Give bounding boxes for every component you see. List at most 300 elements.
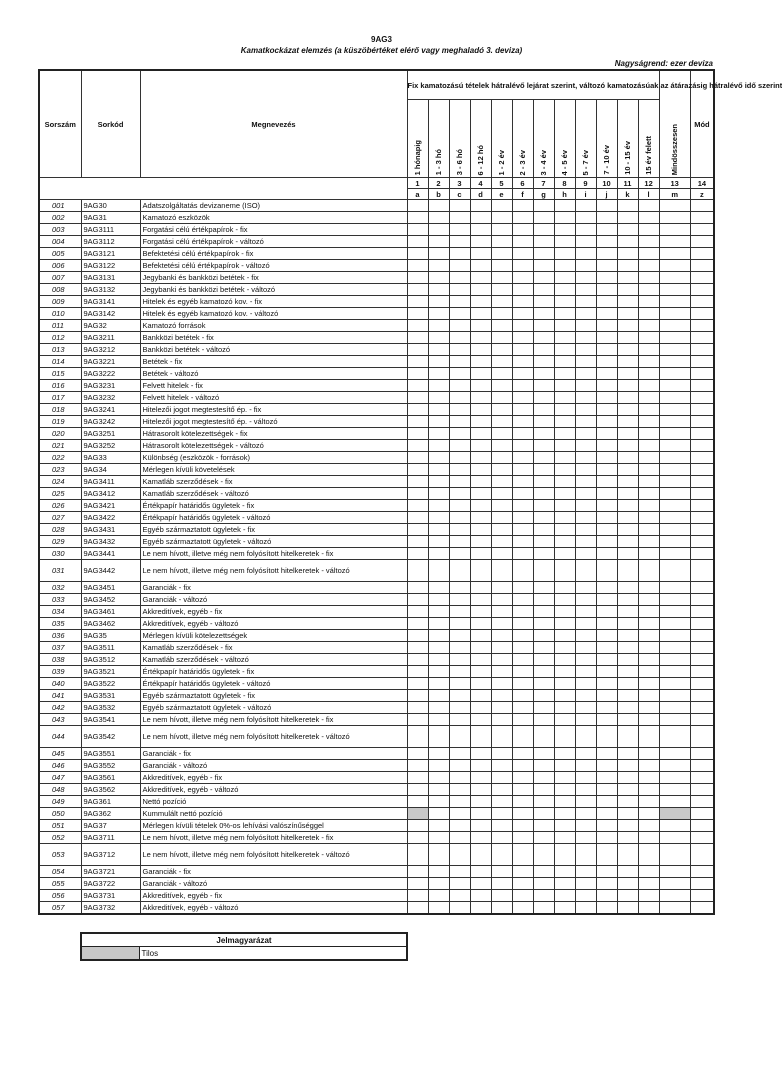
input-cell[interactable] <box>428 320 449 332</box>
input-cell[interactable] <box>512 404 533 416</box>
input-cell[interactable] <box>449 748 470 760</box>
input-cell[interactable] <box>596 260 617 272</box>
input-cell[interactable] <box>617 560 638 582</box>
input-cell[interactable] <box>554 260 575 272</box>
input-cell[interactable] <box>554 452 575 464</box>
input-cell[interactable] <box>470 248 491 260</box>
input-cell[interactable] <box>596 714 617 726</box>
input-cell[interactable] <box>638 332 659 344</box>
input-cell[interactable] <box>554 296 575 308</box>
input-cell[interactable] <box>690 878 714 890</box>
input-cell[interactable] <box>533 524 554 536</box>
input-cell[interactable] <box>533 308 554 320</box>
input-cell[interactable] <box>470 260 491 272</box>
input-cell[interactable] <box>449 890 470 902</box>
input-cell[interactable] <box>617 248 638 260</box>
input-cell[interactable] <box>638 464 659 476</box>
input-cell[interactable] <box>407 678 428 690</box>
input-cell[interactable] <box>638 714 659 726</box>
input-cell[interactable] <box>428 212 449 224</box>
input-cell[interactable] <box>659 796 690 808</box>
input-cell[interactable] <box>575 714 596 726</box>
input-cell[interactable] <box>690 284 714 296</box>
input-cell[interactable] <box>491 320 512 332</box>
input-cell[interactable] <box>659 248 690 260</box>
input-cell[interactable] <box>690 344 714 356</box>
input-cell[interactable] <box>428 380 449 392</box>
input-cell[interactable] <box>617 866 638 878</box>
input-cell[interactable] <box>407 548 428 560</box>
input-cell[interactable] <box>512 630 533 642</box>
input-cell[interactable] <box>512 500 533 512</box>
input-cell[interactable] <box>638 666 659 678</box>
input-cell[interactable] <box>491 714 512 726</box>
input-cell[interactable] <box>491 416 512 428</box>
input-cell[interactable] <box>638 760 659 772</box>
input-cell[interactable] <box>638 236 659 248</box>
input-cell[interactable] <box>428 878 449 890</box>
input-cell[interactable] <box>428 344 449 356</box>
input-cell[interactable] <box>638 416 659 428</box>
input-cell[interactable] <box>470 560 491 582</box>
input-cell[interactable] <box>428 284 449 296</box>
input-cell[interactable] <box>690 524 714 536</box>
input-cell[interactable] <box>428 796 449 808</box>
input-cell[interactable] <box>428 488 449 500</box>
input-cell[interactable] <box>638 308 659 320</box>
input-cell[interactable] <box>428 866 449 878</box>
input-cell[interactable] <box>533 332 554 344</box>
input-cell[interactable] <box>428 500 449 512</box>
input-cell[interactable] <box>596 428 617 440</box>
input-cell[interactable] <box>491 212 512 224</box>
input-cell[interactable] <box>491 476 512 488</box>
input-cell[interactable] <box>554 726 575 748</box>
input-cell[interactable] <box>617 726 638 748</box>
input-cell[interactable] <box>596 760 617 772</box>
input-cell[interactable] <box>512 536 533 548</box>
input-cell[interactable] <box>690 808 714 820</box>
input-cell[interactable] <box>690 560 714 582</box>
input-cell[interactable] <box>470 784 491 796</box>
input-cell[interactable] <box>449 332 470 344</box>
input-cell[interactable] <box>554 808 575 820</box>
input-cell[interactable] <box>449 224 470 236</box>
input-cell[interactable] <box>617 380 638 392</box>
input-cell[interactable] <box>690 642 714 654</box>
input-cell[interactable] <box>575 702 596 714</box>
input-cell[interactable] <box>428 606 449 618</box>
input-cell[interactable] <box>659 536 690 548</box>
input-cell[interactable] <box>407 890 428 902</box>
input-cell[interactable] <box>407 452 428 464</box>
input-cell[interactable] <box>533 702 554 714</box>
input-cell[interactable] <box>449 356 470 368</box>
input-cell[interactable] <box>470 416 491 428</box>
input-cell[interactable] <box>407 212 428 224</box>
input-cell[interactable] <box>690 356 714 368</box>
input-cell[interactable] <box>449 594 470 606</box>
input-cell[interactable] <box>449 582 470 594</box>
input-cell[interactable] <box>512 796 533 808</box>
input-cell[interactable] <box>690 332 714 344</box>
input-cell[interactable] <box>596 368 617 380</box>
input-cell[interactable] <box>533 630 554 642</box>
input-cell[interactable] <box>407 524 428 536</box>
input-cell[interactable] <box>554 464 575 476</box>
input-cell[interactable] <box>554 200 575 212</box>
input-cell[interactable] <box>596 380 617 392</box>
input-cell[interactable] <box>491 404 512 416</box>
input-cell[interactable] <box>554 440 575 452</box>
input-cell[interactable] <box>533 796 554 808</box>
input-cell[interactable] <box>554 380 575 392</box>
input-cell[interactable] <box>617 844 638 866</box>
input-cell[interactable] <box>428 356 449 368</box>
input-cell[interactable] <box>449 392 470 404</box>
input-cell[interactable] <box>690 416 714 428</box>
input-cell[interactable] <box>596 452 617 464</box>
input-cell[interactable] <box>575 666 596 678</box>
input-cell[interactable] <box>659 560 690 582</box>
input-cell[interactable] <box>617 344 638 356</box>
input-cell[interactable] <box>512 714 533 726</box>
input-cell[interactable] <box>554 308 575 320</box>
input-cell[interactable] <box>470 606 491 618</box>
input-cell[interactable] <box>533 248 554 260</box>
input-cell[interactable] <box>491 772 512 784</box>
input-cell[interactable] <box>690 690 714 702</box>
input-cell[interactable] <box>407 714 428 726</box>
input-cell[interactable] <box>554 392 575 404</box>
input-cell[interactable] <box>638 878 659 890</box>
input-cell[interactable] <box>659 416 690 428</box>
input-cell[interactable] <box>428 748 449 760</box>
input-cell[interactable] <box>407 772 428 784</box>
input-cell[interactable] <box>638 536 659 548</box>
input-cell[interactable] <box>690 464 714 476</box>
input-cell[interactable] <box>617 714 638 726</box>
input-cell[interactable] <box>512 808 533 820</box>
input-cell[interactable] <box>470 832 491 844</box>
input-cell[interactable] <box>617 200 638 212</box>
input-cell[interactable] <box>575 236 596 248</box>
input-cell[interactable] <box>690 760 714 772</box>
input-cell[interactable] <box>533 760 554 772</box>
input-cell[interactable] <box>554 690 575 702</box>
input-cell[interactable] <box>575 878 596 890</box>
input-cell[interactable] <box>596 796 617 808</box>
input-cell[interactable] <box>428 560 449 582</box>
input-cell[interactable] <box>512 308 533 320</box>
input-cell[interactable] <box>638 248 659 260</box>
input-cell[interactable] <box>533 666 554 678</box>
input-cell[interactable] <box>596 464 617 476</box>
input-cell[interactable] <box>575 272 596 284</box>
input-cell[interactable] <box>690 200 714 212</box>
input-cell[interactable] <box>449 524 470 536</box>
input-cell[interactable] <box>575 890 596 902</box>
input-cell[interactable] <box>575 368 596 380</box>
input-cell[interactable] <box>428 678 449 690</box>
input-cell[interactable] <box>596 820 617 832</box>
input-cell[interactable] <box>659 594 690 606</box>
input-cell[interactable] <box>575 548 596 560</box>
input-cell[interactable] <box>491 368 512 380</box>
input-cell[interactable] <box>575 606 596 618</box>
input-cell[interactable] <box>449 464 470 476</box>
input-cell[interactable] <box>512 832 533 844</box>
input-cell[interactable] <box>690 548 714 560</box>
input-cell[interactable] <box>554 404 575 416</box>
input-cell[interactable] <box>512 524 533 536</box>
input-cell[interactable] <box>491 392 512 404</box>
input-cell[interactable] <box>449 832 470 844</box>
input-cell[interactable] <box>659 548 690 560</box>
input-cell[interactable] <box>617 832 638 844</box>
input-cell[interactable] <box>512 272 533 284</box>
input-cell[interactable] <box>690 428 714 440</box>
input-cell[interactable] <box>638 560 659 582</box>
input-cell[interactable] <box>491 654 512 666</box>
input-cell[interactable] <box>491 808 512 820</box>
input-cell[interactable] <box>491 284 512 296</box>
input-cell[interactable] <box>690 512 714 524</box>
input-cell[interactable] <box>659 678 690 690</box>
input-cell[interactable] <box>690 654 714 666</box>
input-cell[interactable] <box>449 212 470 224</box>
input-cell[interactable] <box>638 606 659 618</box>
input-cell[interactable] <box>512 344 533 356</box>
input-cell[interactable] <box>533 440 554 452</box>
input-cell[interactable] <box>659 630 690 642</box>
input-cell[interactable] <box>596 416 617 428</box>
input-cell[interactable] <box>659 428 690 440</box>
input-cell[interactable] <box>470 380 491 392</box>
input-cell[interactable] <box>659 642 690 654</box>
input-cell[interactable] <box>449 784 470 796</box>
input-cell[interactable] <box>428 594 449 606</box>
input-cell[interactable] <box>470 344 491 356</box>
input-cell[interactable] <box>491 690 512 702</box>
input-cell[interactable] <box>554 560 575 582</box>
input-cell[interactable] <box>554 772 575 784</box>
input-cell[interactable] <box>596 642 617 654</box>
input-cell[interactable] <box>449 714 470 726</box>
input-cell[interactable] <box>617 878 638 890</box>
input-cell[interactable] <box>659 690 690 702</box>
input-cell[interactable] <box>428 690 449 702</box>
input-cell[interactable] <box>512 488 533 500</box>
input-cell[interactable] <box>533 678 554 690</box>
input-cell[interactable] <box>512 512 533 524</box>
input-cell[interactable] <box>575 784 596 796</box>
input-cell[interactable] <box>617 618 638 630</box>
input-cell[interactable] <box>596 832 617 844</box>
input-cell[interactable] <box>617 582 638 594</box>
input-cell[interactable] <box>575 630 596 642</box>
input-cell[interactable] <box>512 416 533 428</box>
input-cell[interactable] <box>512 606 533 618</box>
input-cell[interactable] <box>449 344 470 356</box>
input-cell[interactable] <box>575 428 596 440</box>
input-cell[interactable] <box>659 392 690 404</box>
input-cell[interactable] <box>690 452 714 464</box>
input-cell[interactable] <box>491 344 512 356</box>
input-cell[interactable] <box>533 296 554 308</box>
input-cell[interactable] <box>491 428 512 440</box>
input-cell[interactable] <box>638 356 659 368</box>
input-cell[interactable] <box>470 714 491 726</box>
input-cell[interactable] <box>575 748 596 760</box>
input-cell[interactable] <box>470 308 491 320</box>
input-cell[interactable] <box>596 666 617 678</box>
input-cell[interactable] <box>533 404 554 416</box>
input-cell[interactable] <box>617 512 638 524</box>
input-cell[interactable] <box>638 832 659 844</box>
input-cell[interactable] <box>470 296 491 308</box>
input-cell[interactable] <box>491 356 512 368</box>
input-cell[interactable] <box>659 308 690 320</box>
input-cell[interactable] <box>533 560 554 582</box>
input-cell[interactable] <box>407 428 428 440</box>
input-cell[interactable] <box>470 760 491 772</box>
input-cell[interactable] <box>470 630 491 642</box>
input-cell[interactable] <box>596 536 617 548</box>
input-cell[interactable] <box>533 832 554 844</box>
input-cell[interactable] <box>554 224 575 236</box>
input-cell[interactable] <box>449 272 470 284</box>
input-cell[interactable] <box>575 488 596 500</box>
input-cell[interactable] <box>659 272 690 284</box>
input-cell[interactable] <box>690 392 714 404</box>
input-cell[interactable] <box>407 582 428 594</box>
input-cell[interactable] <box>428 440 449 452</box>
input-cell[interactable] <box>659 582 690 594</box>
input-cell[interactable] <box>533 500 554 512</box>
input-cell[interactable] <box>533 714 554 726</box>
input-cell[interactable] <box>407 618 428 630</box>
input-cell[interactable] <box>554 878 575 890</box>
input-cell[interactable] <box>428 248 449 260</box>
input-cell[interactable] <box>449 618 470 630</box>
input-cell[interactable] <box>407 488 428 500</box>
input-cell[interactable] <box>533 512 554 524</box>
input-cell[interactable] <box>533 368 554 380</box>
input-cell[interactable] <box>533 452 554 464</box>
input-cell[interactable] <box>659 702 690 714</box>
input-cell[interactable] <box>575 392 596 404</box>
input-cell[interactable] <box>554 368 575 380</box>
input-cell[interactable] <box>449 380 470 392</box>
input-cell[interactable] <box>407 512 428 524</box>
input-cell[interactable] <box>638 452 659 464</box>
input-cell[interactable] <box>407 702 428 714</box>
input-cell[interactable] <box>690 476 714 488</box>
input-cell[interactable] <box>470 890 491 902</box>
input-cell[interactable] <box>428 666 449 678</box>
input-cell[interactable] <box>690 796 714 808</box>
input-cell[interactable] <box>512 702 533 714</box>
input-cell[interactable] <box>491 702 512 714</box>
input-cell[interactable] <box>659 320 690 332</box>
input-cell[interactable] <box>449 878 470 890</box>
input-cell[interactable] <box>659 368 690 380</box>
input-cell[interactable] <box>512 392 533 404</box>
input-cell[interactable] <box>617 428 638 440</box>
input-cell[interactable] <box>491 248 512 260</box>
input-cell[interactable] <box>617 772 638 784</box>
input-cell[interactable] <box>449 476 470 488</box>
input-cell[interactable] <box>533 536 554 548</box>
input-cell[interactable] <box>470 512 491 524</box>
input-cell[interactable] <box>690 248 714 260</box>
input-cell[interactable] <box>512 642 533 654</box>
input-cell[interactable] <box>554 512 575 524</box>
input-cell[interactable] <box>596 618 617 630</box>
input-cell[interactable] <box>659 404 690 416</box>
input-cell[interactable] <box>659 356 690 368</box>
input-cell[interactable] <box>512 878 533 890</box>
input-cell[interactable] <box>407 654 428 666</box>
input-cell[interactable] <box>512 464 533 476</box>
input-cell[interactable] <box>470 618 491 630</box>
input-cell[interactable] <box>575 820 596 832</box>
input-cell[interactable] <box>449 702 470 714</box>
input-cell[interactable] <box>554 748 575 760</box>
input-cell[interactable] <box>554 236 575 248</box>
input-cell[interactable] <box>428 844 449 866</box>
input-cell[interactable] <box>596 476 617 488</box>
input-cell[interactable] <box>407 536 428 548</box>
input-cell[interactable] <box>617 702 638 714</box>
input-cell[interactable] <box>659 464 690 476</box>
input-cell[interactable] <box>690 380 714 392</box>
input-cell[interactable] <box>407 248 428 260</box>
input-cell[interactable] <box>638 548 659 560</box>
input-cell[interactable] <box>575 464 596 476</box>
input-cell[interactable] <box>512 866 533 878</box>
input-cell[interactable] <box>617 416 638 428</box>
input-cell[interactable] <box>554 606 575 618</box>
input-cell[interactable] <box>533 690 554 702</box>
input-cell[interactable] <box>690 890 714 902</box>
input-cell[interactable] <box>512 320 533 332</box>
input-cell[interactable] <box>512 548 533 560</box>
input-cell[interactable] <box>449 512 470 524</box>
input-cell[interactable] <box>512 666 533 678</box>
input-cell[interactable] <box>449 284 470 296</box>
input-cell[interactable] <box>638 866 659 878</box>
input-cell[interactable] <box>533 582 554 594</box>
input-cell[interactable] <box>407 320 428 332</box>
input-cell[interactable] <box>690 236 714 248</box>
input-cell[interactable] <box>659 236 690 248</box>
input-cell[interactable] <box>491 726 512 748</box>
input-cell[interactable] <box>659 714 690 726</box>
input-cell[interactable] <box>596 488 617 500</box>
input-cell[interactable] <box>533 606 554 618</box>
input-cell[interactable] <box>470 428 491 440</box>
input-cell[interactable] <box>554 416 575 428</box>
input-cell[interactable] <box>491 832 512 844</box>
input-cell[interactable] <box>512 760 533 772</box>
input-cell[interactable] <box>491 748 512 760</box>
input-cell[interactable] <box>617 666 638 678</box>
input-cell[interactable] <box>512 200 533 212</box>
input-cell[interactable] <box>617 488 638 500</box>
input-cell[interactable] <box>690 606 714 618</box>
